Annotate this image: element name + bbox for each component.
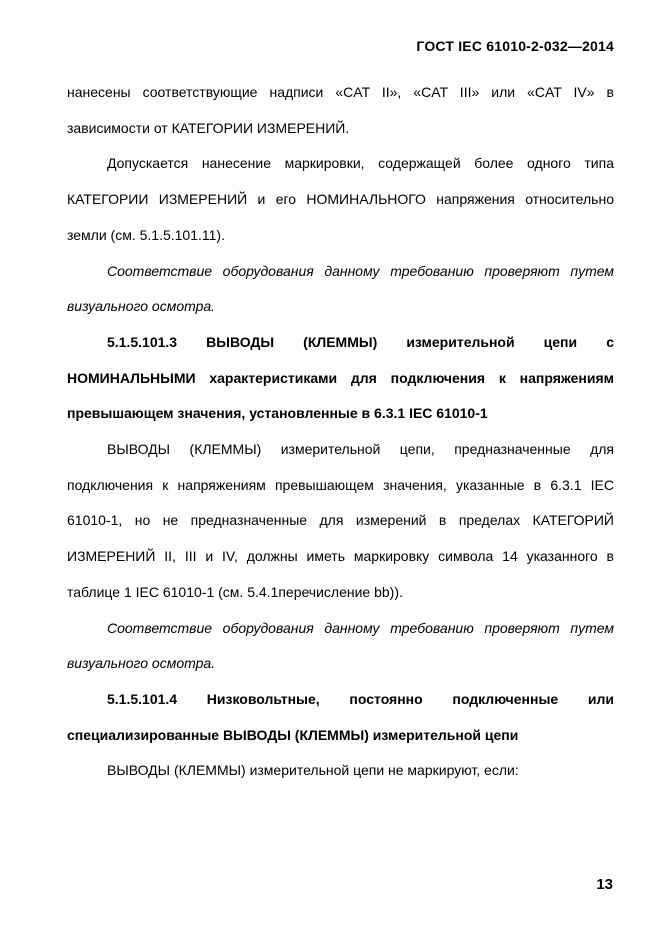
paragraph-category-labels: нанесены соответствующие надписи «CAT II», «CAT III» или «CAT IV» в зависимости от КАТЕГОРИИ ИЗМЕРЕНИЙ. [67, 84, 614, 136]
document-header: ГОСТ IEC 61010-2-032—2014 [416, 38, 614, 54]
paragraph-compliance-check-2: Соответствие оборудования данному требованию проверяют путем визуального осмотра. [67, 619, 614, 672]
paragraph-no-marking-conditions: ВЫВОДЫ (КЛЕММЫ) измерительной цепи не маркируют, если: [107, 762, 519, 779]
document-body [67, 75, 614, 789]
section-title: Низковольтные, постоянно подключенные или специализированные ВЫВОДЫ (КЛЕММЫ) измерительной цепи [67, 690, 615, 743]
page-number: 13 [596, 876, 613, 893]
section-heading-5-1-5-101-3: 5.1.5.101.3 ВЫВОДЫ (КЛЕММЫ) измерительной цепи с НОМИНАЛЬНЫМИ характеристиками для подключения к напряжениям превышающем значения, установленные в 6.3.1 IEC 61010-1 [67, 333, 614, 422]
section-number: 5.1.5.101.4 [107, 690, 178, 707]
paragraph-terminal-marking: ВЫВОДЫ (КЛЕММЫ) измерительной цепи, предназначенные для подключения к напряжениям превышающем значения, указанные в 6.3.1 IEC 61010-1, но не предназначенные для измерений в пределах КАТЕГОРИЙ ИЗМЕРЕНИЙ II, III и IV, должны иметь маркировку символа 14 указанного в таблице 1 IEC 61010-1 (см. 5.4.1перечисление bb)). [67, 441, 614, 600]
paragraph-compliance-check-1: Соответствие оборудования данному требованию проверяют путем визуального осмотра. [67, 262, 614, 315]
paragraph-multiple-categories: Допускается нанесение маркировки, содержащей более одного типа КАТЕГОРИИ ИЗМЕРЕНИЙ и его НОМИНАЛЬНОГО напряжения относительно земли (см. 5.1.5.101.11). [67, 155, 614, 243]
section-heading-5-1-5-101-4 [67, 682, 614, 753]
